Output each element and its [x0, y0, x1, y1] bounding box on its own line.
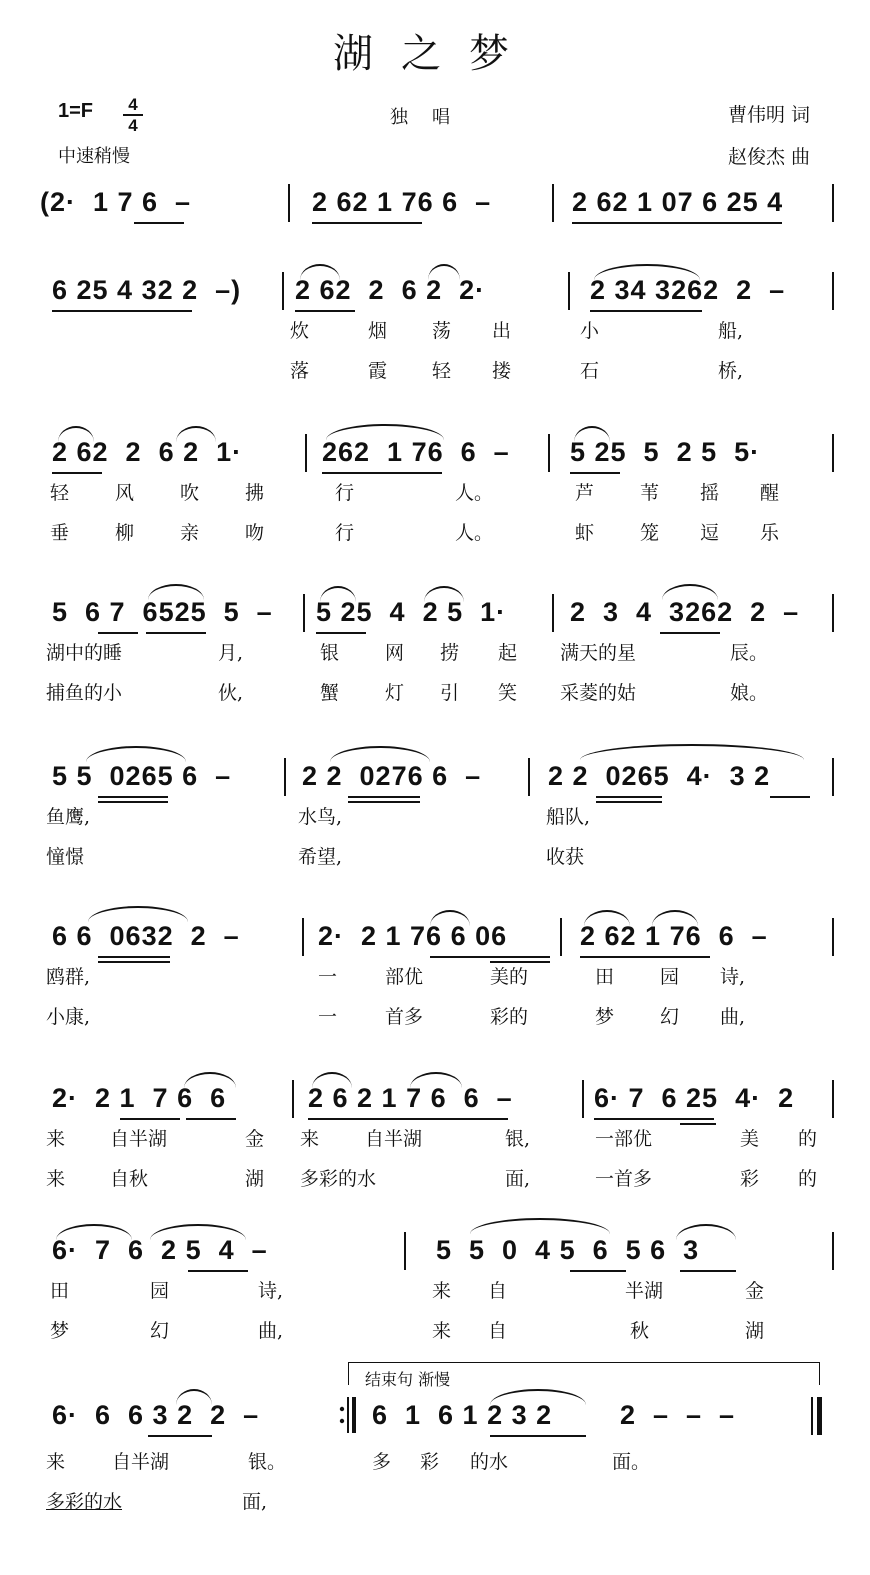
key-signature: 1=F: [58, 100, 94, 122]
notes-row: [0, 592, 870, 632]
notes-row: [0, 432, 870, 472]
lyric-line-1: 来 自半湖 银。 多 彩 的水 面。: [46, 1451, 651, 1473]
measure: 2 2 0265 4· 3 2: [548, 761, 771, 791]
measure: 262 1 76 6 –: [322, 437, 510, 467]
ending-label: 结束句 渐慢: [365, 1370, 451, 1389]
measure: 6· 7 6 25 4· 2: [594, 1083, 795, 1113]
lyric-line-2: 捕鱼的小 伙, 蟹 灯 引 笑 采菱的姑 娘。: [46, 682, 769, 704]
notes-row: [0, 1395, 870, 1435]
measure: 6 25 4 32 2 –): [52, 275, 242, 305]
performance-type: 独唱: [390, 107, 474, 128]
measure: 5 6 7 6525 5 –: [52, 597, 273, 627]
notes-row: [0, 916, 870, 956]
page-title: 湖之梦: [333, 31, 537, 77]
measure: 6· 6 6 3 2 2 –: [52, 1400, 260, 1430]
lyric-line-2: 多彩的水 面,: [46, 1491, 268, 1513]
measure: 5 25 5 2 5 5·: [570, 437, 761, 467]
measure: 2 62 1 07 6 25 4: [572, 187, 784, 217]
lyric-line-1: 轻 风 吹 拂 行 人。 芦 苇 摇 醒: [50, 482, 780, 504]
measure: 2 62 1 76 6 –: [312, 187, 492, 217]
lyric-line-1: 来 自半湖 金 来 自半湖 银, 一部优 美 的: [46, 1128, 818, 1150]
time-signature: [123, 96, 143, 134]
tempo-marking: 中速稍慢: [58, 146, 130, 166]
measure: 2· 2 1 76 6 06: [318, 921, 508, 951]
measure: 5 25 4 2 5 1·: [316, 597, 507, 627]
lyric-line-1: 鱼鹰, 水鸟, 船队,: [46, 806, 591, 828]
measure: 2 2 0276 6 –: [302, 761, 482, 791]
lyric-line-2: 落 霞 轻 搂 石 桥,: [290, 360, 744, 382]
measure: 2 62 1 76 6 –: [580, 921, 768, 951]
measure: 2 – – –: [620, 1400, 736, 1430]
final-barline-icon: [810, 1397, 824, 1435]
lyricist-credit: 曹伟明 词: [728, 104, 811, 126]
measure: (2· 1 7 6 –: [40, 187, 192, 217]
measure: 6 6 0632 2 –: [52, 921, 240, 951]
lyric-line-2: 小康, 一 首多 彩的 梦 幻 曲,: [46, 1006, 746, 1028]
lyric-line-2: 梦 幻 曲, 来 自 秋 湖: [50, 1320, 765, 1342]
lyric-line-2: 来 自秋 湖 多彩的水 面, 一首多 彩 的: [46, 1168, 818, 1190]
measure: 2 62 2 6 2 1·: [52, 437, 243, 467]
notes-row: [0, 756, 870, 796]
repeat-sign-icon: [338, 1395, 358, 1435]
measure: 2 34 3262 2 –: [590, 275, 786, 305]
measure: 5 5 0 4 5 6 5 6 3: [436, 1235, 700, 1265]
lyric-line-2: 垂 柳 亲 吻 行 人。 虾 笼 逗 乐: [50, 522, 780, 544]
lyric-line-1: 田 园 诗, 来 自 半湖 金: [50, 1280, 765, 1302]
lyric-line-2: 憧憬 希望, 收获: [46, 846, 585, 868]
notes-row: [0, 270, 870, 310]
measure: 6· 7 6 2 5 4 –: [52, 1235, 268, 1265]
lyric-line-1: 炊 烟 荡 出 小 船,: [290, 320, 744, 342]
notes-row: [0, 1078, 870, 1118]
measure: 2 62 2 6 2 2·: [295, 275, 486, 305]
time-signature-top: 4: [128, 95, 138, 114]
notes-row: [0, 182, 870, 222]
measure: 5 5 0265 6 –: [52, 761, 232, 791]
measure: 2 6 2 1 7 6 6 –: [308, 1083, 513, 1113]
lyric-line-1: 湖中的睡 月, 银 网 捞 起 满天的星 辰。: [46, 642, 769, 664]
measure: 6 1 6 1 2 3 2: [372, 1400, 553, 1430]
measure: 2 3 4 3262 2 –: [570, 597, 800, 627]
lyric-line-1: 鸥群, 一 部优 美的 田 园 诗,: [46, 966, 746, 988]
time-signature-bottom: 4: [128, 116, 138, 135]
composer-credit: 赵俊杰 曲: [728, 146, 811, 168]
notes-row: [0, 1230, 870, 1270]
measure: 2· 2 1 7 6 6: [52, 1083, 227, 1113]
